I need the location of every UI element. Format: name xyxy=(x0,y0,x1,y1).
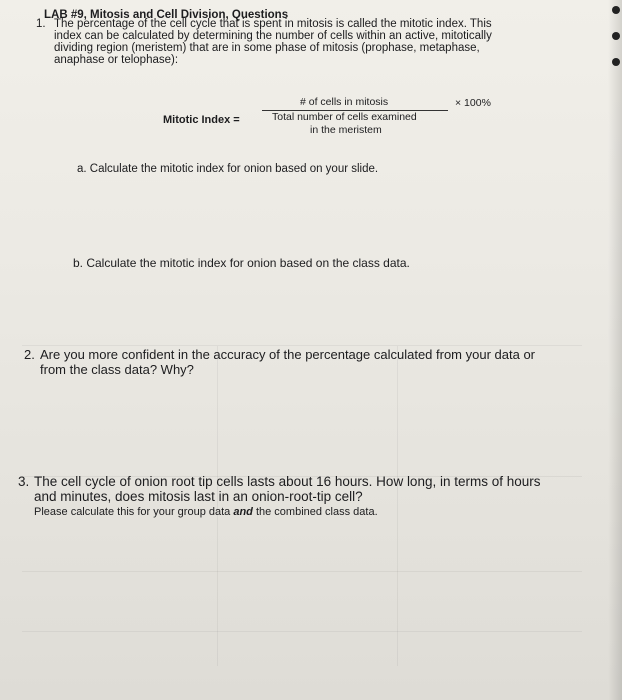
question-3-instruction xyxy=(34,505,618,520)
formula-numerator: # of cells in mitosis xyxy=(300,96,389,108)
question-2 xyxy=(24,347,614,377)
question-3-line: The cell cycle of onion root tip cells lasts about 16 hours. How long, in terms of hours xyxy=(34,474,541,489)
instruction-prefix: Please calculate this for your group data xyxy=(34,506,234,518)
question-2-line: from the class data? Why? xyxy=(40,362,194,377)
page-title: LAB #9, Mitosis and Cell Division, Questions xyxy=(44,9,289,21)
question-1-line: The percentage of the cell cycle that is spent in mitosis is called the mitotic index. This xyxy=(54,18,492,30)
instruction-emphasis: and xyxy=(233,506,253,518)
formula-multiplier: × 100% xyxy=(455,97,491,109)
binder-hole-dot xyxy=(612,58,620,66)
question-1-line: index can be calculated by determining the number of cells within an active, mitotically xyxy=(54,30,492,42)
question-2-line: Are you more confident in the accuracy of the percentage calculated from your data or xyxy=(40,347,535,362)
question-3-text xyxy=(34,474,618,504)
formula-denominator-line-2: in the meristem xyxy=(310,124,382,136)
question-3 xyxy=(18,474,618,520)
binder-hole-dot xyxy=(612,32,620,40)
formula-denominator-line-1: Total number of cells examined xyxy=(272,111,417,123)
question-1-number: 1. xyxy=(36,18,46,30)
question-3-number: 3. xyxy=(18,474,30,489)
question-2-number: 2. xyxy=(24,347,35,362)
question-3-line: and minutes, does mitosis last in an onion-root-tip cell? xyxy=(34,489,363,504)
instruction-suffix: the combined class data. xyxy=(252,506,378,518)
formula-label: Mitotic Index = xyxy=(163,114,240,126)
page-edge-shadow xyxy=(608,0,622,700)
question-1a: a. Calculate the mitotic index for onion based on your slide. xyxy=(77,163,379,175)
question-1 xyxy=(36,18,576,66)
question-1-text xyxy=(54,18,576,66)
question-1-line: dividing region (meristem) that are in some phase of mitosis (prophase, metaphase, xyxy=(54,42,480,54)
binder-hole-dot xyxy=(612,6,620,14)
question-1b: b. Calculate the mitotic index for onion based on the class data. xyxy=(73,256,410,270)
question-1-line: anaphase or telophase): xyxy=(54,54,179,66)
question-2-text xyxy=(40,347,614,377)
